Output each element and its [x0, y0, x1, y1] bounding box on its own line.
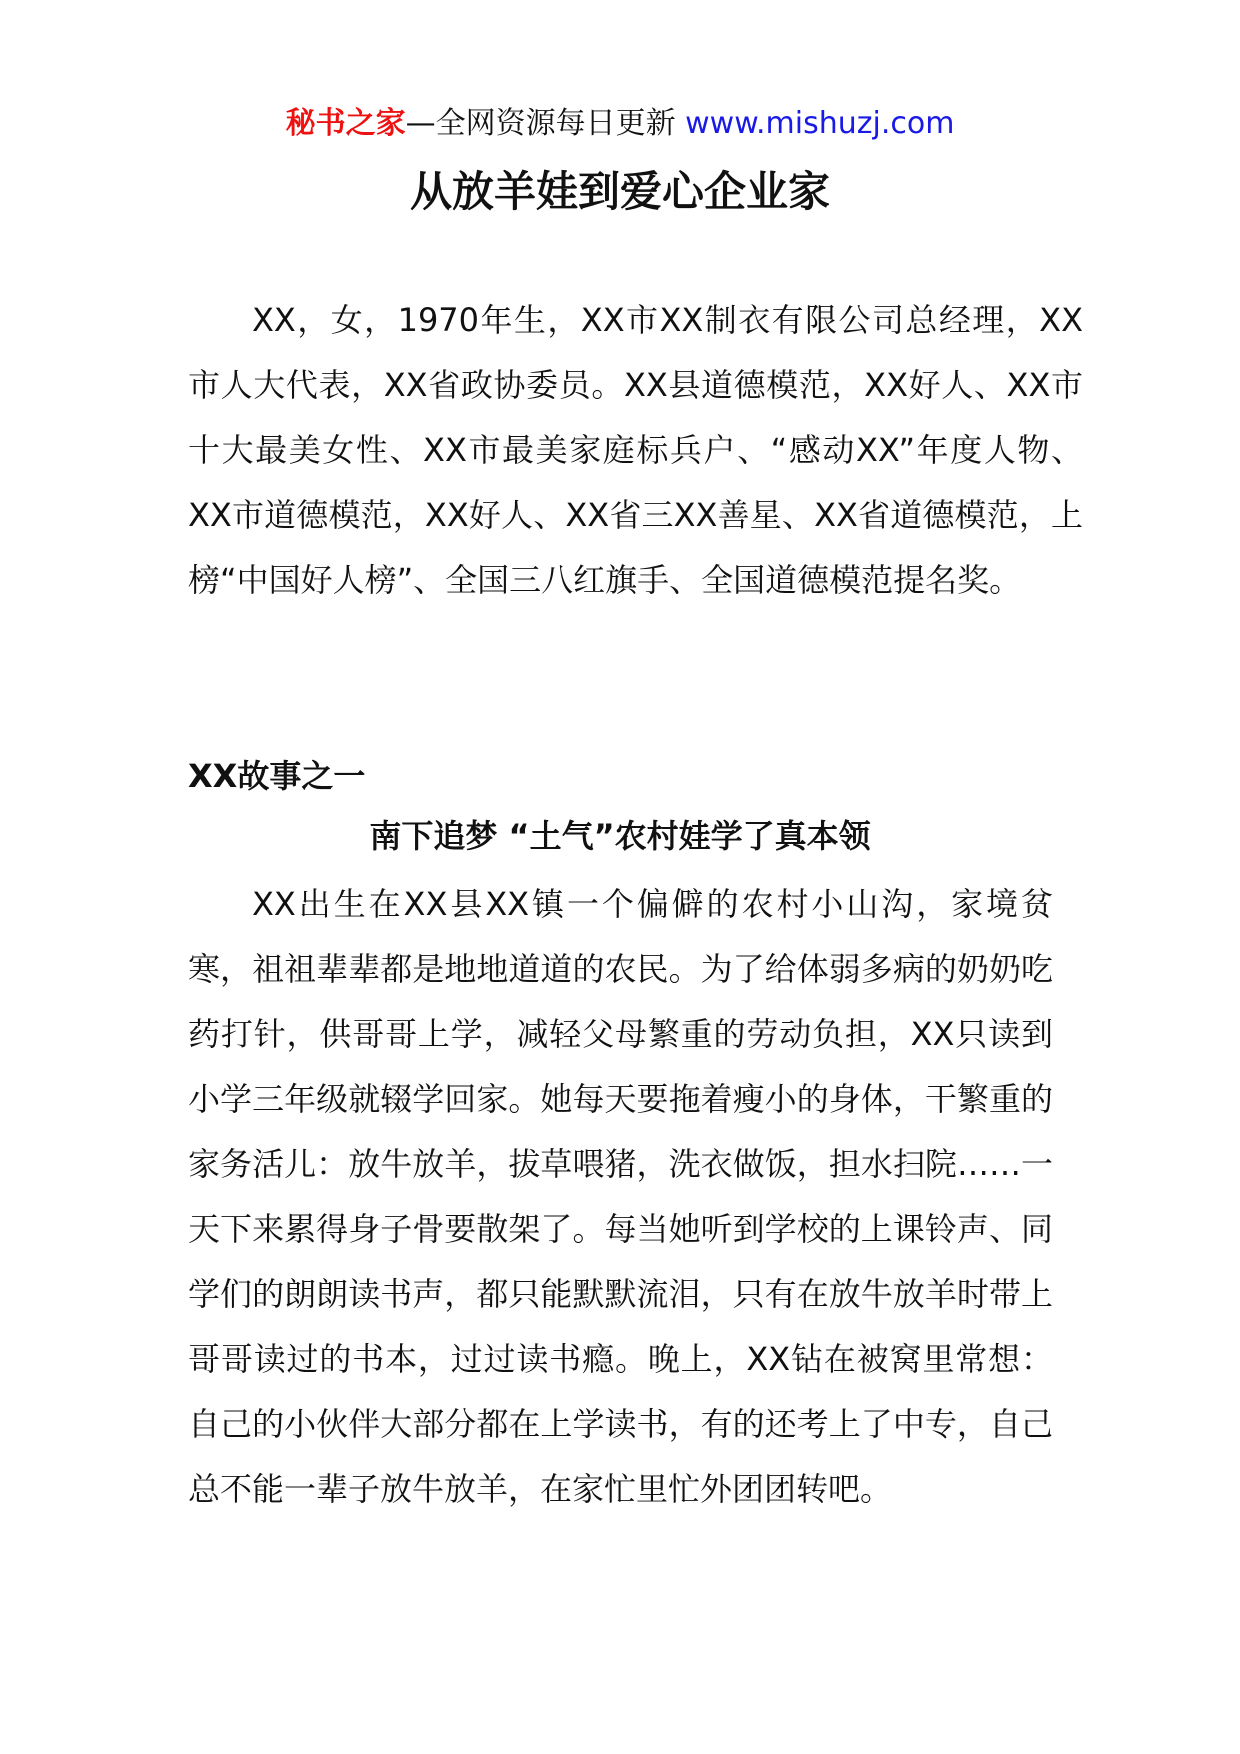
site-brand: 秘书之家 — [285, 106, 406, 141]
story-paragraph: XX出生在XX县XX镇一个偏僻的农村小山沟，家境贫寒，祖祖辈辈都是地地道道的农民。为了给体弱多病的奶奶吃药打针，供哥哥上学，减轻父母繁重的劳动负担，XX只读到小学三年级就辍学回家。她每天要拖着瘦小的身体，干繁重的家务活儿：放牛放羊，拔草喂猪，洗衣做饭，担水扫院……一天下来累得身子骨要散架了。每当她听到学校的上课铃声、同学们的朗朗读书声，都只能默默流泪，只有在放牛放羊时带上哥哥读过的书本，过过读书瘾。晚上，XX钻在被窝里常想：自己的小伙伴大部分都在上学读书，有的还考上了中专，自己总不能一辈子放牛放羊，在家忙里忙外团团转吧。 — [188, 885, 1053, 1508]
site-tagline: —全网资源每日更新 — [405, 106, 686, 141]
intro-paragraph: XX，女，1970年生，XX市XX制衣有限公司总经理，XX市人大代表，XX省政协委员。XX县道德模范，XX好人、XX市十大最美女性、XX市最美家庭标兵户、“感动XX”年度人物、XX市道德模范，XX好人、XX省三XX善星、XX省道德模范，上榜“中国好人榜”、全国三八红旗手、全国道德模范提名奖。 — [188, 301, 1083, 599]
section-label: XX故事之一 — [188, 757, 366, 795]
section-heading: 南下追梦 “土气”农村娃学了真本领 — [369, 817, 871, 855]
site-banner — [0, 100, 1240, 148]
document-title: 从放羊娃到爱心企业家 — [409, 167, 830, 216]
site-url-link[interactable]: www.mishuzj.com — [685, 106, 955, 141]
